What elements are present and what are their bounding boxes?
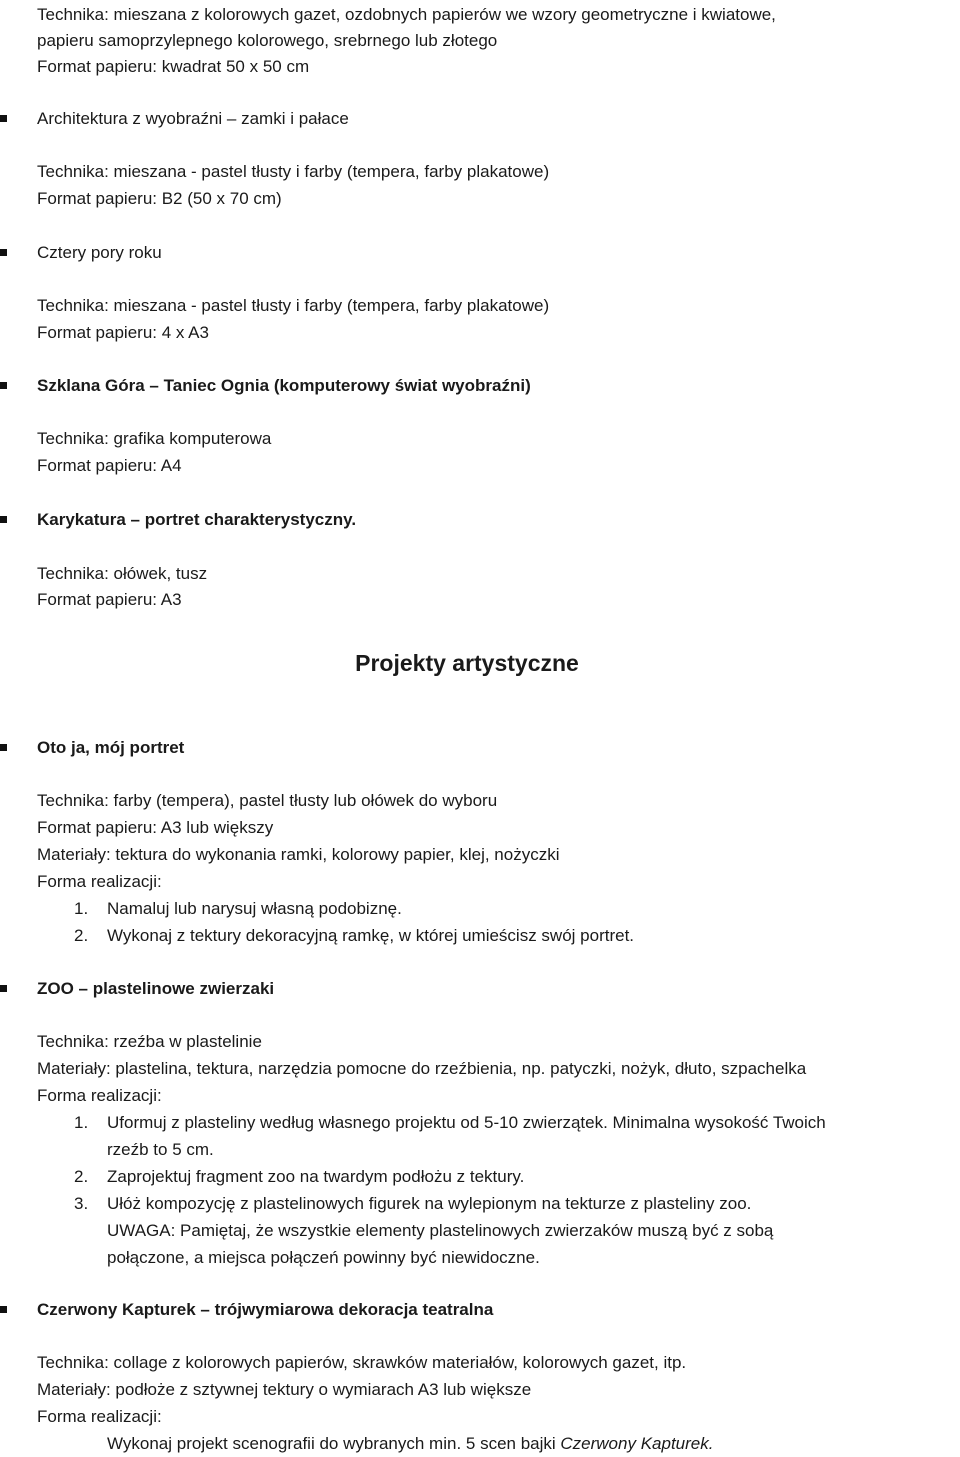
section-title: Oto ja, mój portret [37, 738, 185, 757]
szklana-gora-format: Format papieru: A4 [37, 456, 182, 475]
section-title: ZOO – plastelinowe zwierzaki [37, 979, 275, 998]
oto-ja-forma: Forma realizacji: [37, 872, 162, 891]
square-bullet-icon [0, 382, 7, 389]
oto-ja-format: Format papieru: A3 lub większy [37, 818, 274, 837]
uwaga-note: UWAGA: Pamiętaj, że wszystkie elementy plastelinowych zwierzaków muszą być z sobą [107, 1221, 774, 1240]
section-title: Szklana Góra – Taniec Ognia (komputerowy świat wyobraźni) [37, 376, 531, 395]
square-bullet-icon [0, 115, 7, 122]
kapturek-forma: Forma realizacji: [37, 1407, 162, 1426]
square-bullet-icon [0, 249, 7, 256]
section-title: Architektura z wyobraźni – zamki i pałace [37, 109, 349, 128]
pory-roku-format: Format papieru: 4 x A3 [37, 323, 209, 342]
list-text: Ułóż kompozycję z plastelinowych figurek na wylepionym na tekturze z plasteliny zoo. [107, 1194, 752, 1213]
section-title: Czerwony Kapturek – trójwymiarowa dekoracja teatralna [37, 1300, 494, 1319]
kapturek-task [107, 1431, 713, 1457]
zoo-forma: Forma realizacji: [37, 1086, 162, 1105]
pory-roku-technika: Technika: mieszana - pastel tłusty i farby (tempera, farby plakatowe) [37, 296, 550, 315]
szklana-gora-technika: Technika: grafika komputerowa [37, 429, 272, 448]
intro-technika: Technika: mieszana z kolorowych gazet, ozdobnych papierów we wzory geometryczne i kwiatowe, [37, 5, 776, 24]
list-text: Uformuj z plasteliny według własnego projektu od 5-10 zwierzątek. Minimalna wysokość Twoich [107, 1113, 826, 1132]
list-number: 2. [74, 926, 89, 945]
architektura-format: Format papieru: B2 (50 x 70 cm) [37, 189, 282, 208]
page-heading: Projekty artystyczne [355, 650, 579, 676]
uwaga-note-continued: połączone, a miejsca połączeń powinny być niewidoczne. [107, 1248, 540, 1267]
task-text: Wykonaj projekt scenografii do wybranych min. 5 scen bajki [107, 1434, 561, 1453]
list-text: Zaprojektuj fragment zoo na twardym podłożu z tektury. [107, 1167, 525, 1186]
zoo-materialy: Materiały: plastelina, tektura, narzędzia pomocne do rzeźbienia, np. patyczki, nożyk, dłuto, szpachelka [37, 1059, 807, 1078]
square-bullet-icon [0, 744, 7, 751]
kapturek-technika: Technika: collage z kolorowych papierów, skrawków materiałów, kolorowych gazet, itp. [37, 1353, 687, 1372]
fairy-tale-title: Czerwony Kapturek. [560, 1434, 714, 1453]
list-number: 2. [74, 1167, 89, 1186]
list-number: 1. [74, 899, 89, 918]
oto-ja-materialy: Materiały: tektura do wykonania ramki, kolorowy papier, klej, nożyczki [37, 845, 560, 864]
karykatura-format: Format papieru: A3 [37, 590, 182, 609]
intro-technika-cont: papieru samoprzylepnego kolorowego, srebrnego lub złotego [37, 31, 498, 50]
square-bullet-icon [0, 1306, 7, 1313]
architektura-technika: Technika: mieszana - pastel tłusty i farby (tempera, farby plakatowe) [37, 162, 550, 181]
square-bullet-icon [0, 516, 7, 523]
karykatura-technika: Technika: ołówek, tusz [37, 564, 208, 583]
list-text: Namaluj lub narysuj własną podobiznę. [107, 899, 402, 918]
intro-format: Format papieru: kwadrat 50 x 50 cm [37, 57, 310, 76]
kapturek-materialy: Materiały: podłoże z sztywnej tektury o wymiarach A3 lub większe [37, 1380, 532, 1399]
section-title: Karykatura – portret charakterystyczny. [37, 510, 357, 529]
oto-ja-technika: Technika: farby (tempera), pastel tłusty lub ołówek do wyboru [37, 791, 498, 810]
zoo-technika: Technika: rzeźba w plastelinie [37, 1032, 262, 1051]
section-title: Cztery pory roku [37, 243, 162, 262]
list-number: 1. [74, 1113, 89, 1132]
square-bullet-icon [0, 985, 7, 992]
list-text: Wykonaj z tektury dekoracyjną ramkę, w której umieścisz swój portret. [107, 926, 635, 945]
list-number: 3. [74, 1194, 89, 1213]
list-text-continued: rzeźb to 5 cm. [107, 1140, 214, 1159]
